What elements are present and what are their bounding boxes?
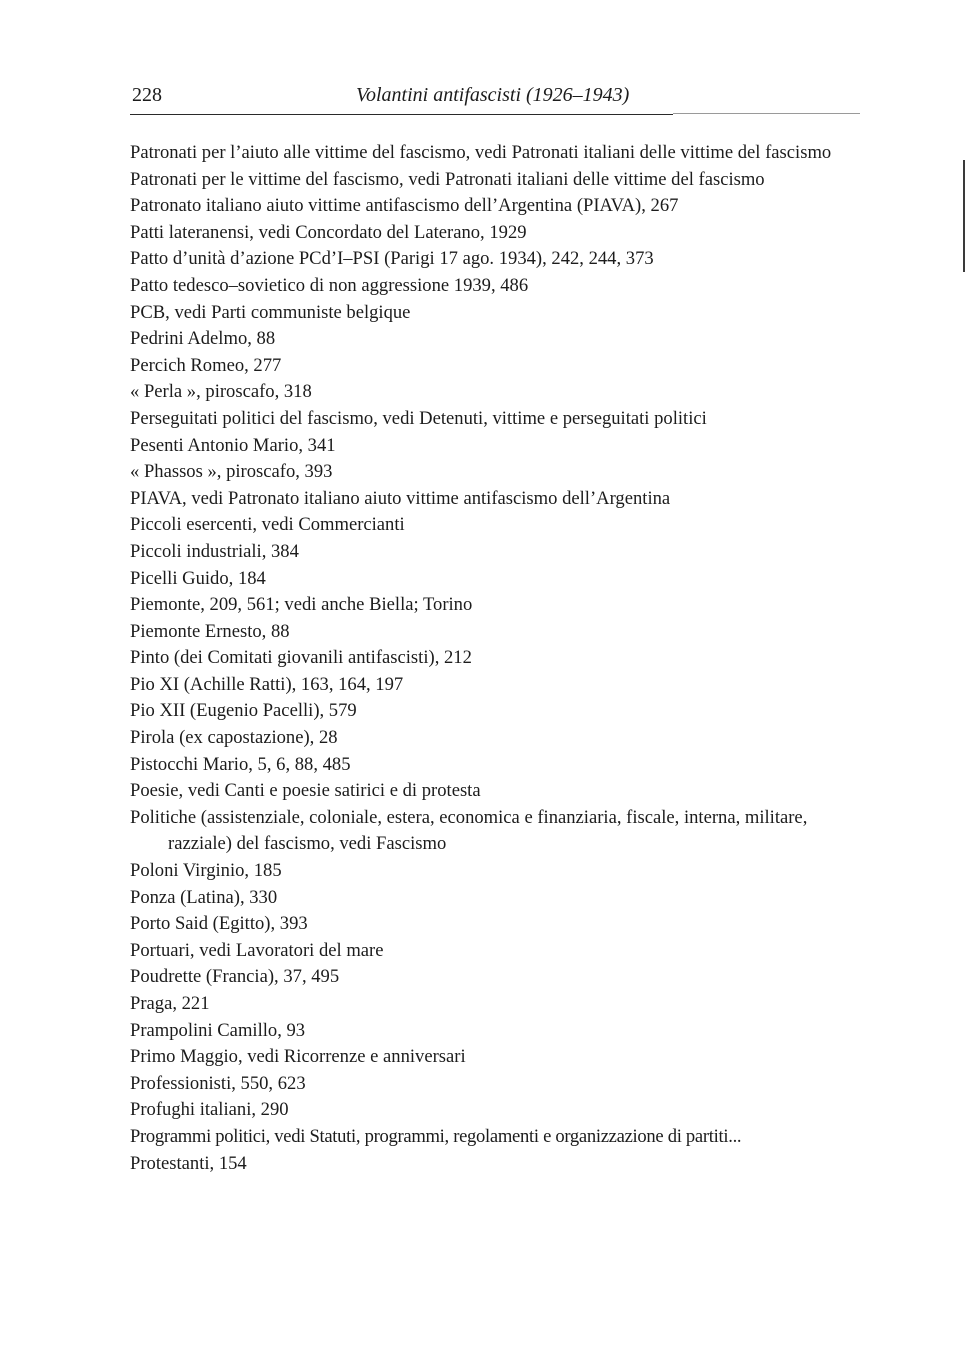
index-entry: Politiche (assistenziale, coloniale, estera, economica e finanziaria, fiscale, interna, militare, razziale) del fascismo, vedi Fascismo bbox=[130, 806, 808, 855]
index-entry: Patto tedesco–sovietico di non aggressione 1939, 486 bbox=[130, 274, 529, 296]
index-entry: Percich Romeo, 277 bbox=[130, 354, 282, 376]
index-entry: Perseguitati politici del fascismo, vedi Detenuti, vittime e perseguitati politici bbox=[130, 407, 707, 429]
index-entry: Patronato italiano aiuto vittime antifascismo dell’Argentina (PIAVA), 267 bbox=[130, 195, 679, 217]
index-entry: Professionisti, 550, 623 bbox=[130, 1072, 306, 1094]
index-entry: Piccoli esercenti, vedi Commercianti bbox=[130, 514, 405, 536]
index-entry: Patto d’unità d’azione PCd’I–PSI (Parigi 17 ago. 1934), 242, 244, 373 bbox=[130, 248, 654, 270]
index-entry: Patti lateranensi, vedi Concordato del Laterano, 1929 bbox=[130, 221, 527, 243]
running-title: Volantini antifascisti (1926–1943) bbox=[356, 84, 630, 106]
index-entry: Primo Maggio, vedi Ricorrenze e anniversari bbox=[130, 1046, 466, 1068]
index-entry: Piemonte Ernesto, 88 bbox=[130, 620, 290, 642]
header-rule-tail bbox=[673, 113, 860, 114]
index-entry: PIAVA, vedi Patronato italiano aiuto vittime antifascismo dell’Argentina bbox=[130, 487, 671, 509]
index-entry: Piccoli industriali, 384 bbox=[130, 540, 299, 562]
index-entry: Piemonte, 209, 561; vedi anche Biella; Torino bbox=[130, 594, 473, 616]
index-entry: Poudrette (Francia), 37, 495 bbox=[130, 966, 340, 988]
index-entry: Portuari, vedi Lavoratori del mare bbox=[130, 939, 384, 961]
running-head bbox=[130, 84, 860, 114]
index-entry: Pinto (dei Comitati giovanili antifascisti), 212 bbox=[130, 647, 472, 669]
index-entry: Pedrini Adelmo, 88 bbox=[130, 328, 276, 350]
index-entry: Pistocchi Mario, 5, 6, 88, 485 bbox=[130, 753, 351, 775]
index-entry: Pio XI (Achille Ratti), 163, 164, 197 bbox=[130, 673, 404, 695]
index-entry: Ponza (Latina), 330 bbox=[130, 886, 278, 908]
header-rule bbox=[130, 114, 673, 115]
index-entry: PCB, vedi Parti communiste belgique bbox=[130, 301, 411, 323]
index-entry: « Perla », piroscafo, 318 bbox=[130, 381, 312, 403]
index-entry: Profughi italiani, 290 bbox=[130, 1099, 289, 1121]
index-entry: Patronati per l’aiuto alle vittime del fascismo, vedi Patronati italiani delle vittime del fascismo bbox=[130, 142, 832, 163]
index-entry: Picelli Guido, 184 bbox=[130, 567, 266, 589]
index-list bbox=[130, 140, 865, 1177]
index-entry: Programmi politici, vedi Statuti, programmi, regolamenti e organizzazione di partiti... bbox=[130, 1125, 742, 1147]
index-entry: « Phassos », piroscafo, 393 bbox=[130, 461, 333, 483]
index-entry: Poesie, vedi Canti e poesie satirici e di protesta bbox=[130, 780, 481, 802]
page-number: 228 bbox=[132, 84, 162, 106]
index-entry: Porto Said (Egitto), 393 bbox=[130, 913, 308, 935]
index-entry: Protestanti, 154 bbox=[130, 1152, 247, 1174]
index-entry: Pio XII (Eugenio Pacelli), 579 bbox=[130, 700, 357, 722]
index-entry: Patronati per le vittime del fascismo, vedi Patronati italiani delle vittime del fascismo bbox=[130, 168, 765, 190]
index-entry: Pesenti Antonio Mario, 341 bbox=[130, 434, 336, 456]
margin-mark bbox=[963, 160, 965, 272]
index-entry: Praga, 221 bbox=[130, 993, 210, 1014]
index-entry: Prampolini Camillo, 93 bbox=[130, 1019, 306, 1041]
index-entry: Pirola (ex capostazione), 28 bbox=[130, 727, 338, 749]
index-entry: Poloni Virginio, 185 bbox=[130, 860, 282, 882]
